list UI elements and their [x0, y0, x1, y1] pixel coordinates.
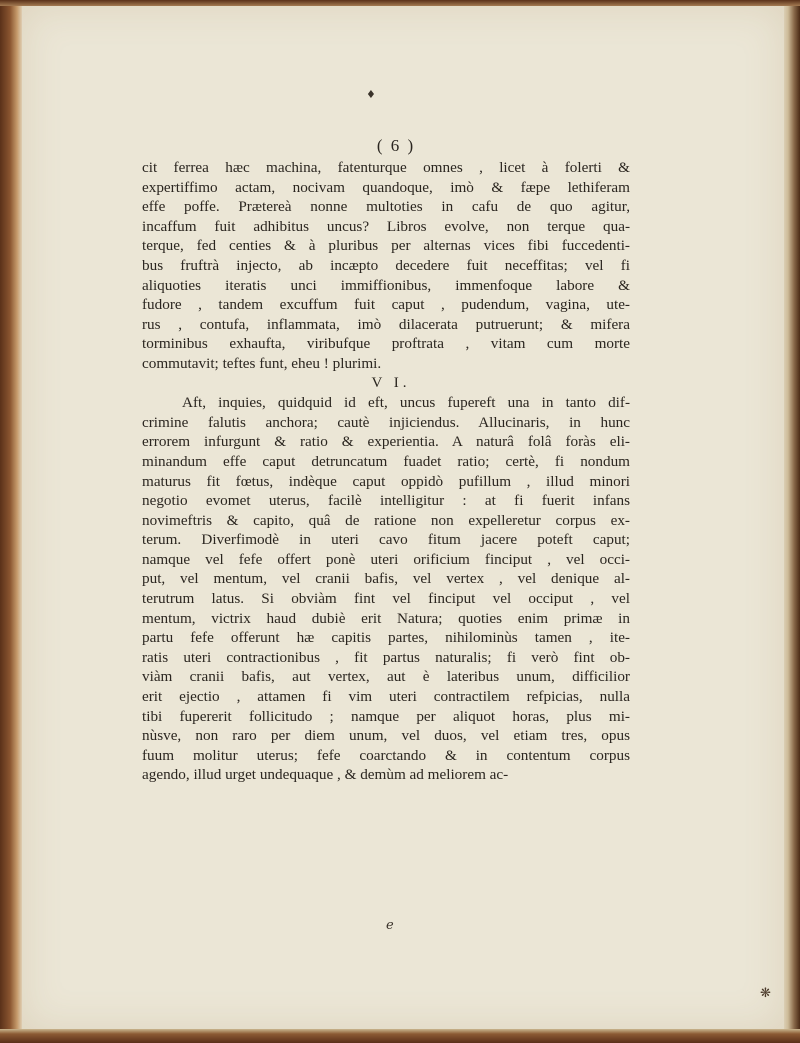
text-line: aliquoties iteratis unci immiffionibus, immenfoque labore &: [142, 276, 630, 294]
page-number: ( 6 ): [376, 136, 416, 155]
text-line: erit ejectio , attamen fi vim uteri contractilem refpicias, nulla: [142, 688, 630, 706]
text-line: fudore , tandem excuffum fuit caput , pudendum, vagina, ute-: [142, 296, 630, 314]
text-line: terque, fed centies & à pluribus per alternas vices fibi fuccedenti-: [142, 237, 630, 255]
text-line: expertiffimo actam, nocivam quandoque, imò & fæpe lethiferam: [142, 178, 630, 196]
text-line: Aft, inquies, quidquid id eft, uncus fupereft una in tanto dif-: [182, 394, 630, 412]
text-line: effe poffe. Prætereà nonne multoties in cafu de quo agitur,: [142, 198, 630, 216]
text-line: nùsve, non raro per diem unum, vel duos, vel etiam tres, opus: [142, 727, 630, 745]
text-line: ratis uteri contractionibus , fit partus naturalis; fi verò fint ob-: [142, 648, 630, 666]
text-line: put, vel mentum, vel cranii bafis, vel vertex , vel denique al-: [142, 570, 630, 588]
corner-ornament: ❋: [760, 986, 771, 1001]
text-line: viàm cranii bafis, aut vertex, aut è lateribus unum, difficilior: [142, 668, 630, 686]
paragraph-2: [142, 393, 630, 785]
text-line: maturus fit fœtus, indèque caput oppidò pufillum , illud minori: [142, 472, 630, 490]
text-line: errorem infurgunt & ratio & experientia. A naturâ folâ foràs eli-: [142, 433, 630, 451]
text-line: partu fefe offerunt hæ capitis partes, nihilominùs tamen , ite-: [142, 629, 630, 647]
text-line: negotio evomet uterus, facilè intelligitur : at fi fuerit infans: [142, 492, 630, 510]
text-line: namque vel fefe offert ponè uteri orificium finciput , vel occi-: [142, 550, 630, 568]
section-heading: V I.: [371, 374, 411, 391]
text-line: novimeftris & capito, quâ de ratione non expelleretur corpus ex-: [142, 511, 630, 529]
text-line: terum. Diverfimodè in uteri cavo fitum jacere poteft caput;: [142, 531, 630, 549]
text-line: fuum molitur uterus; fefe coarctando & in contentum corpus: [142, 746, 630, 764]
text-line: incaffum fuit adhibitus uncus? Libros evolve, non terque qua-: [142, 217, 630, 235]
text-line: rus , contufa, inflammata, imò dilacerata putruerunt; & mifera: [142, 315, 630, 333]
paragraph-1: [142, 158, 630, 374]
page-text: [142, 134, 630, 785]
text-line: minandum effe caput detruncatum fuadet ratio; certè, fi nondum: [142, 452, 630, 470]
signature-mark: e: [386, 918, 394, 933]
page-bottom-edge: [0, 1029, 800, 1043]
text-line: torminibus exhaufta, viribufque proftrata , vitam cum morte: [142, 335, 630, 353]
text-line: mentum, victrix haud dubiè erit Natura; quoties enim primæ in: [142, 609, 630, 627]
text-line: tibi fupererit follicitudo ; namque per aliquot horas, plus mi-: [142, 707, 630, 725]
text-line: cit ferrea hæc machina, fatenturque omnes , licet à folerti &: [142, 159, 630, 176]
text-line: agendo, illud urget undequaque , & demùm ad meliorem ac-: [142, 766, 509, 784]
text-line: crimine falutis anchora; cautè injiciendus. Allucinaris, in hunc: [142, 413, 630, 431]
top-ink-mark: ♦: [366, 88, 376, 101]
text-line: terutrum latus. Si obviàm fint vel finciput vel occiput , vel: [142, 590, 630, 608]
text-line: bus fruftrà injecto, ab incæpto decedere fuit neceffitas; vel fi: [142, 256, 630, 274]
text-line: commutavit; teftes funt, eheu ! plurimi.: [142, 354, 382, 372]
